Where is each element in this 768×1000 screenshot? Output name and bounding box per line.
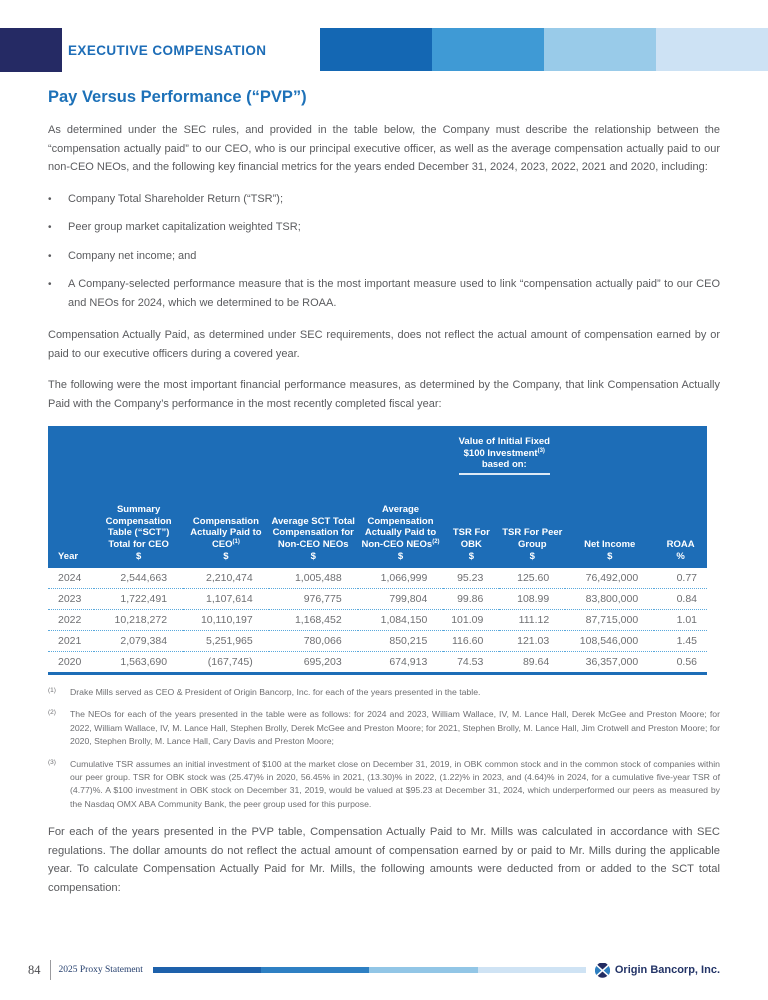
table-cell: 2,079,384 [94, 631, 183, 652]
table-cell: 99.86 [443, 589, 499, 610]
table-cell: 111.12 [499, 610, 565, 631]
bullet-text: Company net income; and [68, 249, 197, 262]
column-header-avg-cap-neo: Average Compensation Actually Paid to Non-CEO NEOs$^{(2)}$ $ [358, 480, 444, 568]
table-cell: 1,107,614 [183, 589, 269, 610]
bullet-text: Company Total Shareholder Return (“TSR”); [68, 192, 283, 205]
table-cell: 1,168,452 [269, 610, 358, 631]
table-cell: 89.64 [499, 652, 565, 674]
header-spacer [48, 426, 443, 480]
gradient-segment [478, 967, 586, 973]
table-cell: 0.84 [654, 589, 707, 610]
gradient-segment [153, 967, 261, 973]
footer-gradient-bar [153, 967, 586, 973]
bullet-item [48, 275, 720, 312]
table-cell: 1,563,690 [94, 652, 183, 674]
column-header-roaa: ROAA % [654, 480, 707, 568]
table-cell: 1,005,488 [294, 572, 342, 584]
table-cell: 108.99 [499, 589, 565, 610]
bullet-dot: • [48, 250, 52, 262]
header-spacer [565, 426, 707, 480]
table-row [48, 652, 707, 674]
span-header-title: Value of Initial Fixed $100 Investment$^{(3)}$ based on: [459, 436, 550, 475]
bullet-item [48, 190, 720, 210]
footnotes-section [48, 686, 720, 811]
column-header-avg-sct-neo: Average SCT Total Compensation for Non-CEO NEOs $ [269, 480, 358, 568]
table-cell: 695,203 [269, 652, 358, 674]
gradient-segment [544, 28, 656, 71]
bullet-list [48, 190, 720, 313]
footnote [48, 758, 720, 812]
gradient-segment [261, 967, 369, 973]
year-cell: 2023 [48, 589, 94, 610]
bullet-text: A Company-selected performance measure that is the most important measure used to link “compensation actually paid” to our CEO and NEOs for 2024, which we determined to be ROAA. [68, 278, 720, 309]
intro-paragraph-3: The following were the most important financial performance measures, as determined by the Company, that link Compensation Actually Paid with the Company’s performance in the most recently completed fiscal year: [48, 379, 720, 410]
gradient-segment [320, 28, 432, 71]
footnote [48, 686, 720, 699]
table-cell: 2,210,474 [206, 572, 253, 584]
year-cell: 2020 [48, 652, 94, 674]
table-cell: 10,218,272 [94, 610, 183, 631]
table-cell: 76,492,000 [585, 572, 639, 584]
footnote-marker: (2) [48, 709, 56, 717]
pvp-table [48, 426, 707, 675]
header-gradient-bar [320, 28, 768, 71]
table-cell: 10,110,197 [183, 610, 269, 631]
span-header-underline [459, 473, 550, 475]
table-row [48, 568, 707, 589]
gradient-segment [656, 28, 768, 71]
footnote-ref-3: (3) [537, 447, 545, 454]
table-cell: 0.56 [654, 652, 707, 674]
bullet-item [48, 218, 720, 238]
table-cell: 83,800,000 [565, 589, 654, 610]
table-cell: 799,804 [358, 589, 444, 610]
footnote-text: Drake Mills served as CEO & President of Origin Bancorp, Inc. for each of the years presented in the table. [70, 687, 481, 697]
table-cell: 2,544,663 [120, 572, 168, 584]
year-cell: 2021 [48, 631, 94, 652]
table-cell: 108,546,000 [565, 631, 654, 652]
bullet-text: Peer group market capitalization weighted TSR; [68, 221, 301, 233]
intro-paragraph-2: Compensation Actually Paid, as determined under SEC requirements, does not reflect the actual amount of compensation earned by or paid to our executive officers during a covered year. [48, 329, 720, 360]
intro-paragraph-1: As determined under the SEC rules, and provided in the table below, the Company must describe the relationship between the “compensation actually paid” to our CEO, who is our principal executive officer, as well as the average compensation actually paid to our non-CEO NEOs, and the following key financial metrics for the years ended December 31, 2024, 2023, 2022, 2021 and 2020, including: [48, 124, 720, 173]
pvp-table-body [48, 568, 707, 674]
bullet-dot: • [48, 279, 52, 290]
table-cell: 36,357,000 [565, 652, 654, 674]
footnote-text: The NEOs for each of the years presented in the table were as follows: for 2024 and 2023, William Wallace, IV, M. Lance Hall, Derek McGee and Preston Moore; for 2022, William Wallace, IV, M. Lance Hall, Stephen Brolly, Derek McGee and Preston Moore; for 2021, Stephen Brolly, M. Lance Hall, Jim Crotwell and Preston Moore; for 2020, Stephen Brolly, M. Lance Hall, Cary Davis and Preston Moore; [70, 709, 720, 747]
pvp-table-head [48, 426, 707, 568]
origin-bancorp-logo-icon [595, 963, 610, 978]
table-cell: 74.53 [443, 652, 499, 674]
year-cell: 2022 [48, 610, 94, 631]
span-header-row [48, 426, 707, 480]
column-header-cap-ceo: Compensation Actually Paid to CEO$^{(1)}$ $ [183, 480, 269, 568]
table-row [48, 610, 707, 631]
table-cell: 116.60 [443, 631, 499, 652]
table-cell: (167,745) [183, 652, 269, 674]
column-header-sct-ceo: Summary Compensation Table (“SCT”) Total for CEO $ [94, 480, 183, 568]
section-title: EXECUTIVE COMPENSATION [68, 42, 267, 58]
main-content [48, 88, 720, 898]
header-navy-square [0, 28, 62, 72]
footnote-ref-2: (2) [432, 538, 440, 545]
gradient-segment [432, 28, 544, 71]
table-cell: 95.23 [457, 572, 484, 584]
page-number: 84 [28, 962, 41, 977]
table-cell: 1,066,999 [380, 572, 428, 584]
table-cell: 121.03 [499, 631, 565, 652]
table-cell: 850,215 [358, 631, 444, 652]
table-cell: 1,722,491 [94, 589, 183, 610]
span-header-cell [443, 426, 565, 480]
table-cell: 0.77 [676, 572, 697, 584]
closing-paragraph: For each of the years presented in the PVP table, Compensation Actually Paid to Mr. Mills was calculated in accordance with SEC regulations. The dollar amounts do not reflect the actual amount of compensation earned by or paid to Mr. Mills during the applicable year. To calculate Compensation Actually Paid for Mr. Mills, the following amounts were deducted from or added to the SCT total compensation: [48, 826, 720, 895]
table-cell: 1.01 [654, 610, 707, 631]
page-footer [28, 960, 720, 980]
doc-title: 2025 Proxy Statement [58, 965, 143, 975]
table-cell: 5,251,965 [183, 631, 269, 652]
column-header-tsr-obk: TSR For OBK $ [443, 480, 499, 568]
footer-divider [50, 960, 51, 980]
table-cell: 87,715,000 [565, 610, 654, 631]
footnote-ref-1: (1) [232, 538, 240, 545]
table-cell: 1.45 [654, 631, 707, 652]
bullet-dot: • [48, 193, 52, 205]
table-row [48, 589, 707, 610]
table-cell: 1,084,150 [358, 610, 444, 631]
table-cell: 125.60 [517, 572, 550, 584]
company-name: Origin Bancorp, Inc. [614, 964, 720, 976]
footnote-text: Cumulative TSR assumes an initial investment of $100 at the market close on December 31, 2019, in OBK common stock and in the common stock of companies within our peer group. TSR for OBK stock was (25.47)% in 2020, 56.45% in 2021, (13.30)% in 2022, (1.22)% in 2023, and (4.64)% in 2024, for a cumulative five-year TSR of (4.77)%. A $100 investment in OBK stock on December 31, 2019, would be valued at $95.23 at December 31, 2024, which underperformed our peers as measured by the Nasdaq OMX ABA Community Bank, the peer group used for this purpose. [70, 758, 720, 809]
page-title: Pay Versus Performance (“PVP”) [48, 88, 307, 106]
table-cell: 101.09 [443, 610, 499, 631]
gradient-segment [369, 967, 477, 973]
footnote [48, 708, 720, 748]
table-cell: 674,913 [358, 652, 444, 674]
column-header-net-income: Net Income $ [565, 480, 654, 568]
table-cell: 976,775 [269, 589, 358, 610]
bullet-dot: • [48, 222, 52, 233]
footnote-marker: (3) [48, 758, 56, 766]
column-header-tsr-peer: TSR For Peer Group $ [499, 480, 565, 568]
table-cell: 780,066 [269, 631, 358, 652]
year-cell: 2024 [58, 572, 82, 584]
column-header-year: Year [48, 480, 94, 568]
column-header-row [48, 480, 707, 568]
table-row [48, 631, 707, 652]
bullet-item [48, 247, 720, 267]
footnote-marker: (1) [48, 687, 56, 694]
